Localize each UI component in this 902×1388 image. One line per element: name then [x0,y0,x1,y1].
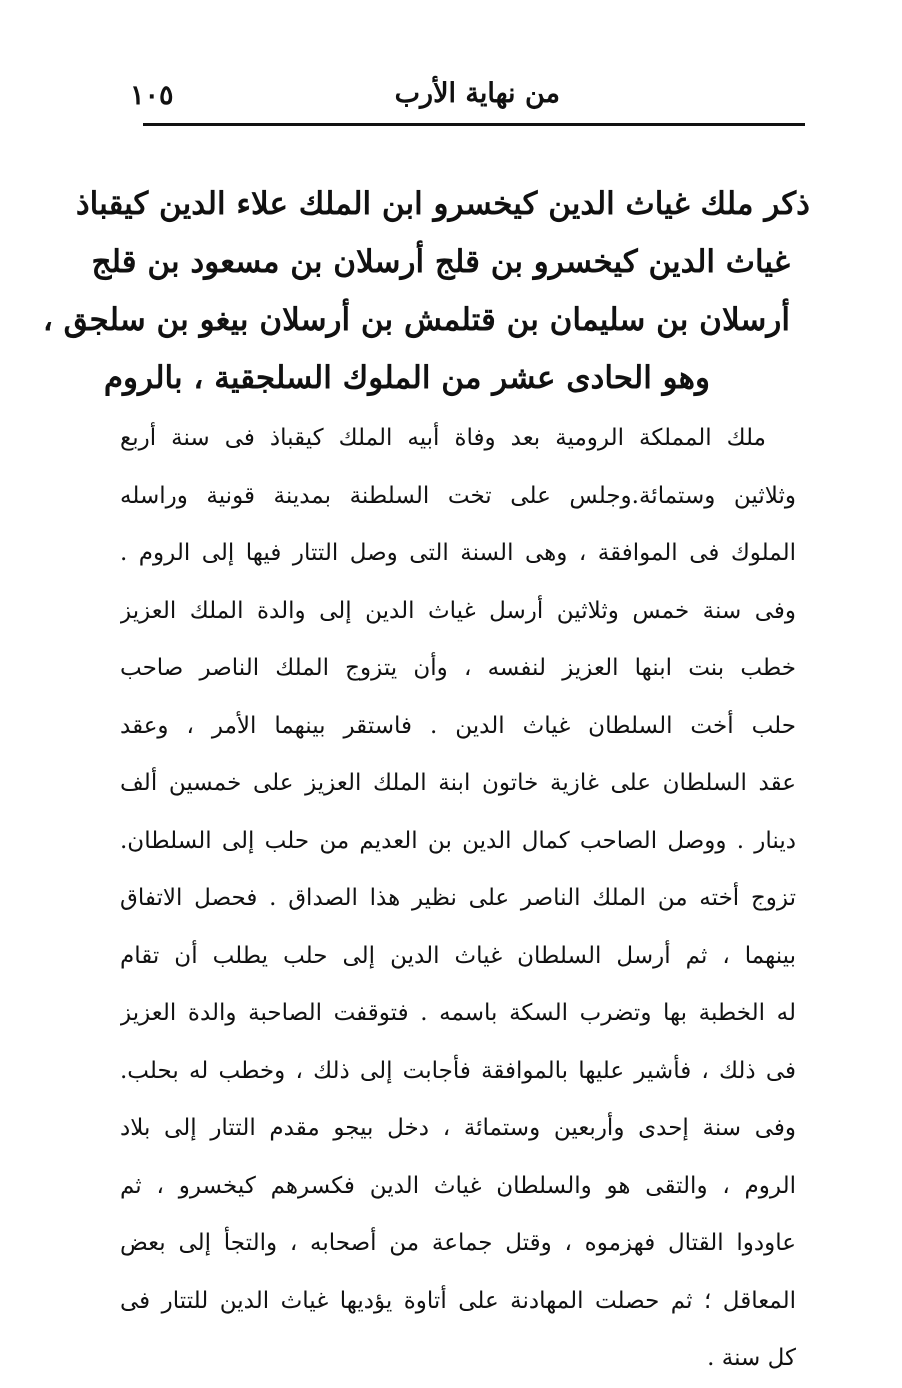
body-line: وثلاثين وستمائة.وجلس على تخت السلطنة بمدينة قونية وراسله [120,482,796,509]
body-line: كل سنة . [707,1345,796,1371]
body-line: الروم ، والتقى هو والسلطان غياث الدين فكسرهم كيخسرو ، ثم [120,1172,796,1199]
body-line: له الخطبة بها وتضرب السكة باسمه . فتوقفت الصاحبة والدة العزيز [120,1000,796,1026]
body-text [120,410,796,1388]
body-line: وفى سنة خمس وثلاثين أرسل غياث الدين إلى والدة الملك العزيز [120,597,796,624]
heading-line: غياث الدين كيخسرو بن قلج أرسلان بن مسعود بن قلج [91,244,790,280]
body-line: حلب أخت السلطان غياث الدين . فاستقر بينهما الأمر ، وعقد [120,712,796,739]
body-line: ملك المملكة الرومية بعد وفاة أبيه الملك كيقباذ فى سنة أربع [120,425,766,451]
body-line: وفى سنة إحدى وأربعين وستمائة ، دخل بيجو مقدم التتار إلى بلاد [120,1115,796,1141]
body-line: الملوك فى الموافقة ، وهى السنة التى وصل التتار فيها إلى الروم . [120,540,796,566]
chapter-heading [42,175,810,407]
body-line: فى ذلك ، فأشير عليها بالموافقة فأجابت إلى ذلك ، وخطب له بحلب. [120,1057,796,1084]
page-header [130,74,810,118]
heading-line: وهو الحادى عشر من الملوك السلجقية ، بالروم [103,360,710,396]
header-rule [143,123,805,126]
heading-line: أرسلان بن سليمان بن قتلمش بن أرسلان بيغو بن سلجق ، [42,302,790,338]
body-line: عقد السلطان على غازية خاتون ابنة الملك العزيز على خمسين ألف [120,770,796,796]
heading-line: ذكر ملك غياث الدين كيخسرو ابن الملك علاء الدين كيقباذ [75,186,810,222]
body-line: دينار . ووصل الصاحب كمال الدين بن العديم من حلب إلى السلطان. [120,827,796,854]
page-number: ١٠٥ [130,80,174,111]
body-line: عاودوا القتال فهزموه ، وقتل جماعة من أصحابه ، والتجأ إلى بعض [120,1230,796,1256]
body-line: تزوج أخته من الملك الناصر على نظير هذا الصداق . فحصل الاتفاق [120,885,796,911]
body-line: المعاقل ؛ ثم حصلت المهادنة على أتاوة يؤديها غياث الدين للتتار فى [120,1287,796,1314]
body-line: خطب بنت ابنها العزيز لنفسه ، وأن يتزوج الملك الناصر صاحب [120,655,796,681]
body-line: بينهما ، ثم أرسل السلطان غياث الدين إلى حلب يطلب أن تقام [120,942,796,969]
running-title: من نهاية الأرب [394,78,560,109]
